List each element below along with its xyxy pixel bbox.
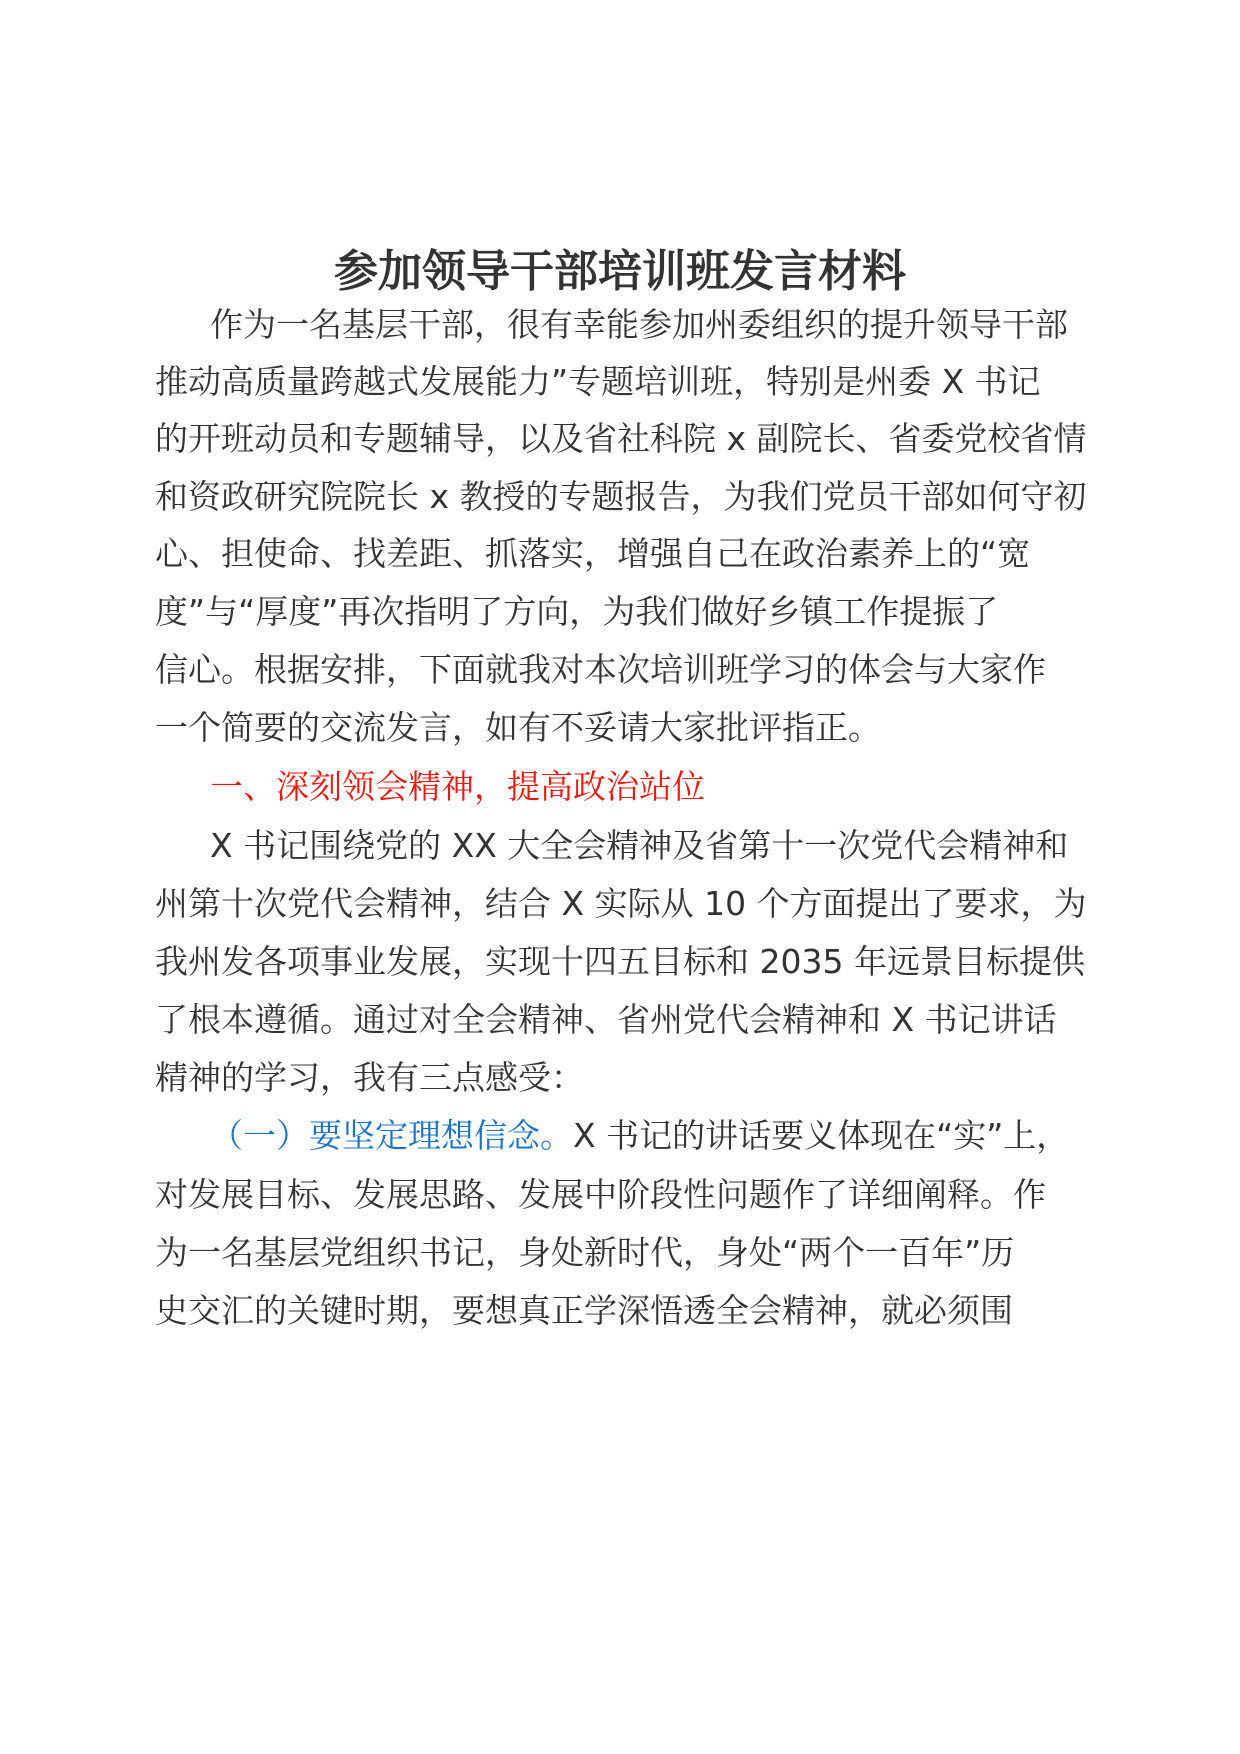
paragraph-line: 对发展目标、发展思路、发展中阶段性问题作了详细阐释。作 bbox=[155, 1175, 1046, 1214]
paragraph-line: 我州发各项事业发展，实现十四五目标和 2035 年远景目标提供 bbox=[155, 942, 1085, 981]
paragraph-line: 心、担使命、找差距、抓落实，增强自己在政治素养上的“宽 bbox=[155, 534, 1031, 573]
paragraph-line: 精神的学习，我有三点感受： bbox=[155, 1058, 584, 1097]
paragraph-line: 和资政研究院院长 x 教授的专题报告，为我们党员干部如何守初 bbox=[155, 477, 1087, 516]
subsection-heading: （一）要坚定理想信念。 bbox=[210, 1116, 573, 1155]
section-heading: 一、深刻领会精神，提高政治站位 bbox=[210, 767, 705, 806]
paragraph-line: X 书记围绕党的 XX 大全会精神及省第十一次党代会精神和 bbox=[210, 826, 1069, 865]
paragraph-line: 了根本遵循。通过对全会精神、省州党代会精神和 X 书记讲话 bbox=[155, 1000, 1057, 1039]
paragraph-line: 度”与“厚度”再次指明了方向，为我们做好乡镇工作提振了 bbox=[155, 592, 999, 631]
paragraph-line: 史交汇的关键时期，要想真正学深悟透全会精神，就必须围 bbox=[155, 1291, 1013, 1330]
subsection-first-line bbox=[210, 1111, 1090, 1161]
paragraph-line: 推动高质量跨越式发展能力”专题培训班，特别是州委 X 书记 bbox=[155, 362, 1041, 401]
paragraph-line: 的开班动员和专题辅导，以及省社科院 x 副院长、省委党校省情 bbox=[155, 419, 1087, 458]
paragraph-line: 作为一名基层干部，很有幸能参加州委组织的提升领导干部 bbox=[210, 305, 1068, 344]
paragraph-line: 为一名基层党组织书记，身处新时代，身处“两个一百年”历 bbox=[155, 1233, 1015, 1272]
paragraph-line: 一个简要的交流发言，如有不妥请大家批评指正。 bbox=[155, 708, 881, 747]
paragraph-line: 州第十次党代会精神，结合 X 实际从 10 个方面提出了要求，为 bbox=[155, 884, 1087, 923]
document-title: 参加领导干部培训班发言材料 bbox=[334, 246, 906, 297]
paragraph-line: 信心。根据安排，下面就我对本次培训班学习的体会与大家作 bbox=[155, 650, 1046, 689]
subsection-first-line-text: X 书记的讲话要义体现在“实”上， bbox=[573, 1116, 1070, 1155]
